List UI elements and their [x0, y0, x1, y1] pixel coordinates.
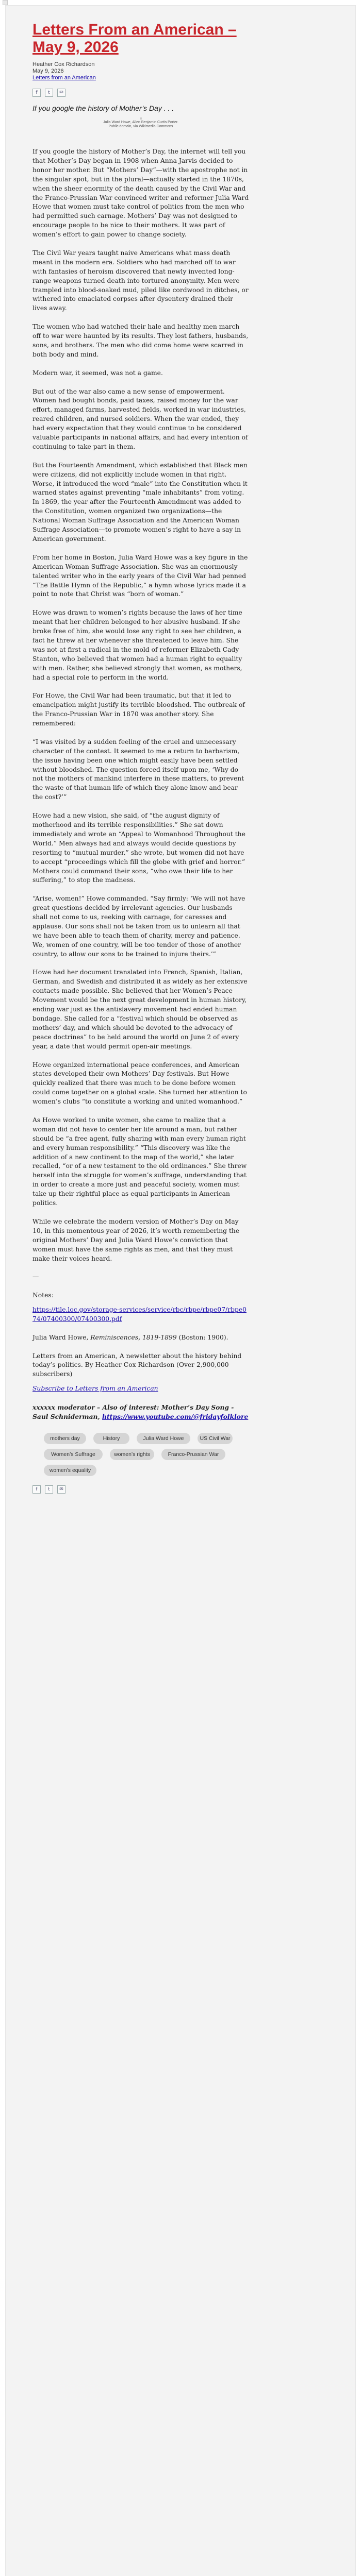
paragraph: “Arise, women!” Howe commanded. “Say firmly: ‘We will not have great questions decided by irrelevant agencies. Our husbands shall not come to us, reeking with carnage, for caresses and applause. Our sons shall not be taken from us to unlearn all that we have been able to teach them of charity, mercy and patience. We, women of one country, will be too tender of those of another country, to allow our sons to be trained to injure theirs.’” [32, 895, 245, 958]
tag-julia-ward-howe[interactable]: Julia Ward Howe [137, 1433, 190, 1444]
paragraph: From her home in Boston, Julia Ward Howe was a key figure in the American Woman Suffrage Association. She was an enormously talented writer who in the early years of the Civil War had penned “The Battle Hymn of the Republic,” a hymn whose lyrics made it a point to note that Christ was “born of woman.” [32, 553, 248, 598]
paragraph: But out of the war also came a new sense of empowerment. Women had bought bonds, paid taxes, raised money for the war effort, managed farms, harvested fields, worked in war industries, reared children, and nursed soldiers. When the war ended, they had every expectation that they would continue to be considered valuable participants in national affairs, and had every intention of continuing to take part in them. [32, 387, 248, 450]
paragraph: While we celebrate the modern version of Mother’s Day on May 10, in this momentous year of 2026, it’s worth remembering the original Mothers’ Day and Julia Ward Howe’s conviction that women must have the same rights as men, and that they must make their voices heard. [32, 1217, 240, 1262]
tag-mothers-day[interactable]: mothers day [44, 1433, 86, 1444]
tag-history[interactable]: History [93, 1433, 129, 1444]
share-icons [32, 89, 249, 97]
paragraph: If you google the history of Mother’s Day, the internet will tell you that Mother’s Day began in 1908 when Anna Jarvis decided to honor her mother. But “Mothers’ Day”—with the apostrophe not in the singular spot, but in the plural—actually started in the 1870s, when the sheer enormity of the death caused by the Civil War and the Franco-Prussian War convinced writer and reformer Julia Ward Howe that women must take control of politics from the men who had permitted such carnage. Mothers’ Day was not designed to encourage people to be nice to their mothers. It was part of women’s effort to gain power to change society. [32, 148, 249, 239]
citation-rest: (Boston: 1900). [178, 1333, 228, 1341]
paragraph: Howe had her document translated into French, Spanish, Italian, German, and Swedish and distributed it as widely as her extensive contacts made possible. She believed that her Women’s Peace Movement would be the next great development in human history, ending war just as the antislavery movement had ended human bondage. She called for a “festival which should be observed as mothers’ day, and which should be devoted to the advocacy of peace doctrines” to be held around the world on June 2 of every year, a date that would permit open-air meetings. [32, 969, 248, 1050]
citation-author: Julia Ward Howe, [32, 1333, 89, 1341]
photo-placeholder [140, 117, 142, 120]
post-author: Heather Cox Richardson [32, 61, 95, 67]
moderator-text: xxxxxx moderator – Also of interest: Mother’s Day Song - Saul Schniderman, [32, 1403, 234, 1420]
newsletter-card [5, 5, 356, 2576]
email-icon[interactable]: ✉ [57, 1485, 65, 1494]
lead-quote: If you google the history of Mother’s Day . . . [32, 104, 174, 112]
twitter-icon[interactable]: t [45, 89, 53, 97]
tag-womens-suffrage[interactable]: Women’s Suffrage [44, 1449, 103, 1460]
bottom-share-icons [32, 1485, 249, 1494]
facebook-icon[interactable]: f [32, 1485, 41, 1494]
newsletter-about: Letters from an American, A newsletter about the history behind today’s politics. By Heather Cox Richardson (Over 2,900,000 subscribers) [32, 1352, 242, 1378]
tag-franco-prussian-war[interactable]: Franco-Prussian War [161, 1449, 225, 1460]
image-caption-line-2: Public domain, via Wikimedia Commons [108, 125, 173, 128]
paragraph: But the Fourteenth Amendment, which established that Black men were citizens, did not explicitly include women in that right. Worse, it introduced the word “male” into the Constitution when it warned states against preventing “male inhabitants” from voting. In 1869, the year after the Fourteenth Amendment was added to the Constitution, women organized two organizations—the National Woman Suffrage Association and the American Woman Suffrage Association—to promote women’s right to have a say in American government. [32, 461, 248, 543]
paragraph: The women who had watched their hale and healthy men march off to war were haunted by its results. They lost fathers, husbands, sons, and brothers. The men who did come home were scarred in both body and mind. [32, 323, 249, 358]
notes-label: Notes: [32, 1292, 54, 1299]
citation [32, 1333, 249, 1343]
article-body [32, 147, 249, 1421]
tag-list [44, 1433, 271, 1476]
header-logo [3, 0, 8, 5]
paragraph: For Howe, the Civil War had been traumatic, but that it led to emancipation might justify its terrible bloodshed. The outbreak of the Franco-Prussian War in 1870 was another story. She remembered: [32, 692, 245, 727]
email-icon[interactable]: ✉ [57, 89, 65, 97]
tag-us-civil-war[interactable]: US Civil War [198, 1433, 233, 1444]
post-date: May 9, 2026 [32, 68, 64, 74]
paragraph: “I was visited by a sudden feeling of the cruel and unnecessary character of the contest. It seemed to me a return to barbarism, the issue having been one which might easily have been settled without bloodshed. The question forced itself upon me, ‘Why do not the mothers of mankind interfere in these matters, to prevent the waste of that human life of which they alone know and bear the cost?’” [32, 738, 244, 801]
image-caption-line-1: Julia Ward Howe, Allen Benjamin Curtis Porter. [103, 121, 178, 124]
paragraph: Howe organized international peace conferences, and American states developed their own Mothers’ Day festivals. But Howe quickly realized that there was much to be done before women could come together on a global scale. She turned her attention to women’s clubs “to constitute a working and united womanhood.” [32, 1061, 247, 1106]
notes-source-link[interactable]: https://tile.loc.gov/storage-services/service/rbc/rbpe/rbpe07/rbpe074/07400300/07400300.pdf [32, 1306, 247, 1323]
separator: — [32, 1273, 39, 1281]
paragraph: The Civil War years taught naive Americans what mass death meant in the modern era. Soldiers who had marched off to war with fantasies of heroism discovered that newly invented long-range weapons turned death into tortured anonymity. Men were trampled into blood-soaked mud, piled like cordwood in ditches, or withered into emaciated corpses after dysentery drained their lives away. [32, 249, 249, 312]
post-title[interactable]: Letters From an American – May 9, 2026 [32, 21, 237, 56]
article-image [32, 117, 249, 138]
paragraph: Modern war, it seemed, was not a game. [32, 369, 163, 377]
moderator-note [32, 1403, 249, 1421]
citation-title: Reminiscences, 1819-1899 [90, 1333, 177, 1341]
youtube-link[interactable]: https://www.youtube.com/@fridayfolklore [102, 1412, 249, 1420]
paragraph: Howe had a new vision, she said, of “the august dignity of motherhood and its terrible responsibilities.” She sat down immediately and wrote an “Appeal to Womanhood Throughout the World.” Men always had and always would decide questions by resorting to “mutual murder,” she wrote, but women did not have to accept “proceedings which fill the globe with grief and horror.” Mothers could command their sons, “who owe their life to her suffering,” to stop the madness. [32, 812, 245, 884]
tag-womens-equality[interactable]: women’s equality [44, 1465, 96, 1476]
twitter-icon[interactable]: t [45, 1485, 53, 1494]
subscribe-link[interactable]: Subscribe to Letters from an American [32, 1385, 158, 1393]
publication-link[interactable]: Letters from an American [32, 75, 96, 81]
paragraph: Howe was drawn to women’s rights because the laws of her time meant that her children belonged to her abusive husband. If she broke free of him, she would lose any right to see her children, a fact he threw at her whenever she threatened to leave him. She was not at first a radical in the mold of reformer Elizabeth Cady Stanton, who believed that women had a human right to equality with men. Rather, she believed strongly that women, as mothers, had a special role to perform in the world. [32, 609, 242, 681]
facebook-icon[interactable]: f [32, 89, 41, 97]
tag-womens-rights[interactable]: women’s rights [110, 1449, 154, 1460]
paragraph: As Howe worked to unite women, she came to realize that a woman did not have to center her life around a man, but rather should be “a free agent, fully sharing with man every human right and every human responsibility.” “This discovery was like the addition of a new continent to the map of the world,” she later recalled, “or of a new testament to the old ordinances.” She threw herself into the struggle for women’s suffrage, understanding that in order to create a more just and peaceful society, women must take up their rightful place as equal participants in American politics. [32, 1116, 247, 1207]
article [32, 15, 249, 1501]
